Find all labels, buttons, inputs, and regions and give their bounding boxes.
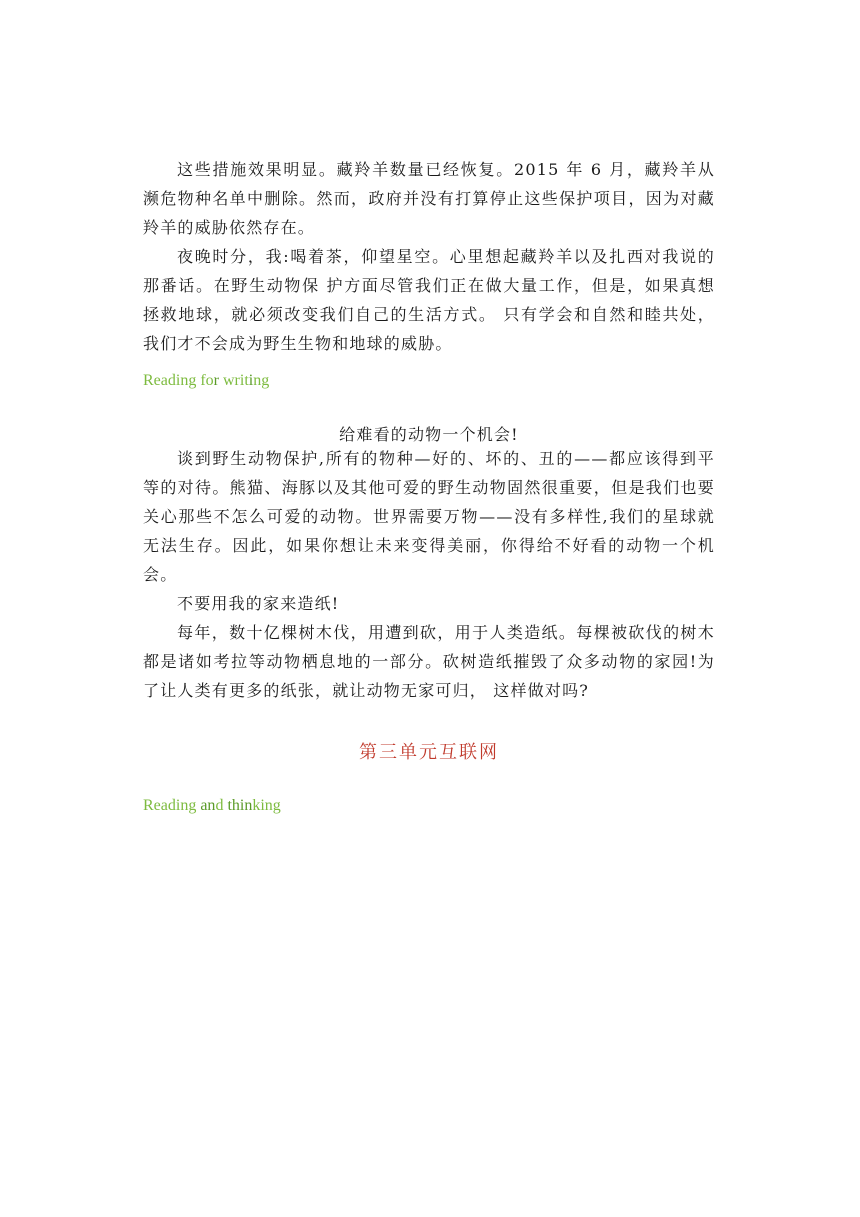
paragraph-equal-treatment: 谈到野生动物保护,所有的物种—好的、坏的、丑的——都应该得到平等的对待。熊猫、海豚以及其他可爱的野生动物固然很重要，但是我们也要关心那些不怎么可爱的动物。世界需要万物——没有多样性,我们的星球就无法生存。因此，如果你想让未来变得美丽，你得给不好看的动物一个机会。 xyxy=(143,449,715,584)
paragraph-night-reflection: 夜晚时分，我:喝着茶，仰望星空。心里想起藏羚羊以及扎西对我说的那番话。在野生动物保 护方面尽管我们正在做大量工作，但是，如果真想拯救地球，就必须改变我们自己的生活方式。 只有学会和自然和睦共处，我们才不会成为野生生物和地球的威胁。 xyxy=(143,247,715,353)
heading-part: king xyxy=(252,797,281,814)
section1-text xyxy=(143,155,715,358)
paragraph-paper-deforestation: 每年，数十亿棵树木伐，用遭到砍，用于人类造纸。每棵被砍伐的树木都是诸如考拉等动物栖息地的一部分。砍树造纸摧毁了众多动物的家园!为了让人类有更多的纸张，就让动物无家可归， 这样做对吗? xyxy=(143,623,715,700)
subheading-dont-use-my-home: 不要用我的家来造纸! xyxy=(177,594,340,613)
paragraph-tibetan-antelope-recovery: 这些措施效果明显。藏羚羊数量已经恢复。2015 年 6 月，藏羚羊从濒危物种名单中删除。然而，政府并没有打算停止这些保护项目，因为对藏羚羊的威胁依然存在。 xyxy=(143,160,715,237)
heading-part: Reading xyxy=(143,797,201,814)
heading-part: thin xyxy=(227,797,253,814)
heading-part: Reading fo xyxy=(143,372,214,389)
unit-3-title: 第三单元互联网 xyxy=(359,742,499,763)
heading-part: an xyxy=(200,797,216,814)
reading-and-thinking-heading xyxy=(143,797,281,815)
reading-for-writing-heading xyxy=(143,372,269,390)
section2-text xyxy=(143,444,715,705)
heading-part: d xyxy=(215,797,228,814)
article-title-ugly-animals: 给难看的动物一个机会! xyxy=(339,425,519,444)
heading-part: r xyxy=(213,372,219,389)
heading-part: i xyxy=(248,372,254,389)
heading-part: writ xyxy=(218,372,249,389)
heading-part: ng xyxy=(253,372,270,389)
